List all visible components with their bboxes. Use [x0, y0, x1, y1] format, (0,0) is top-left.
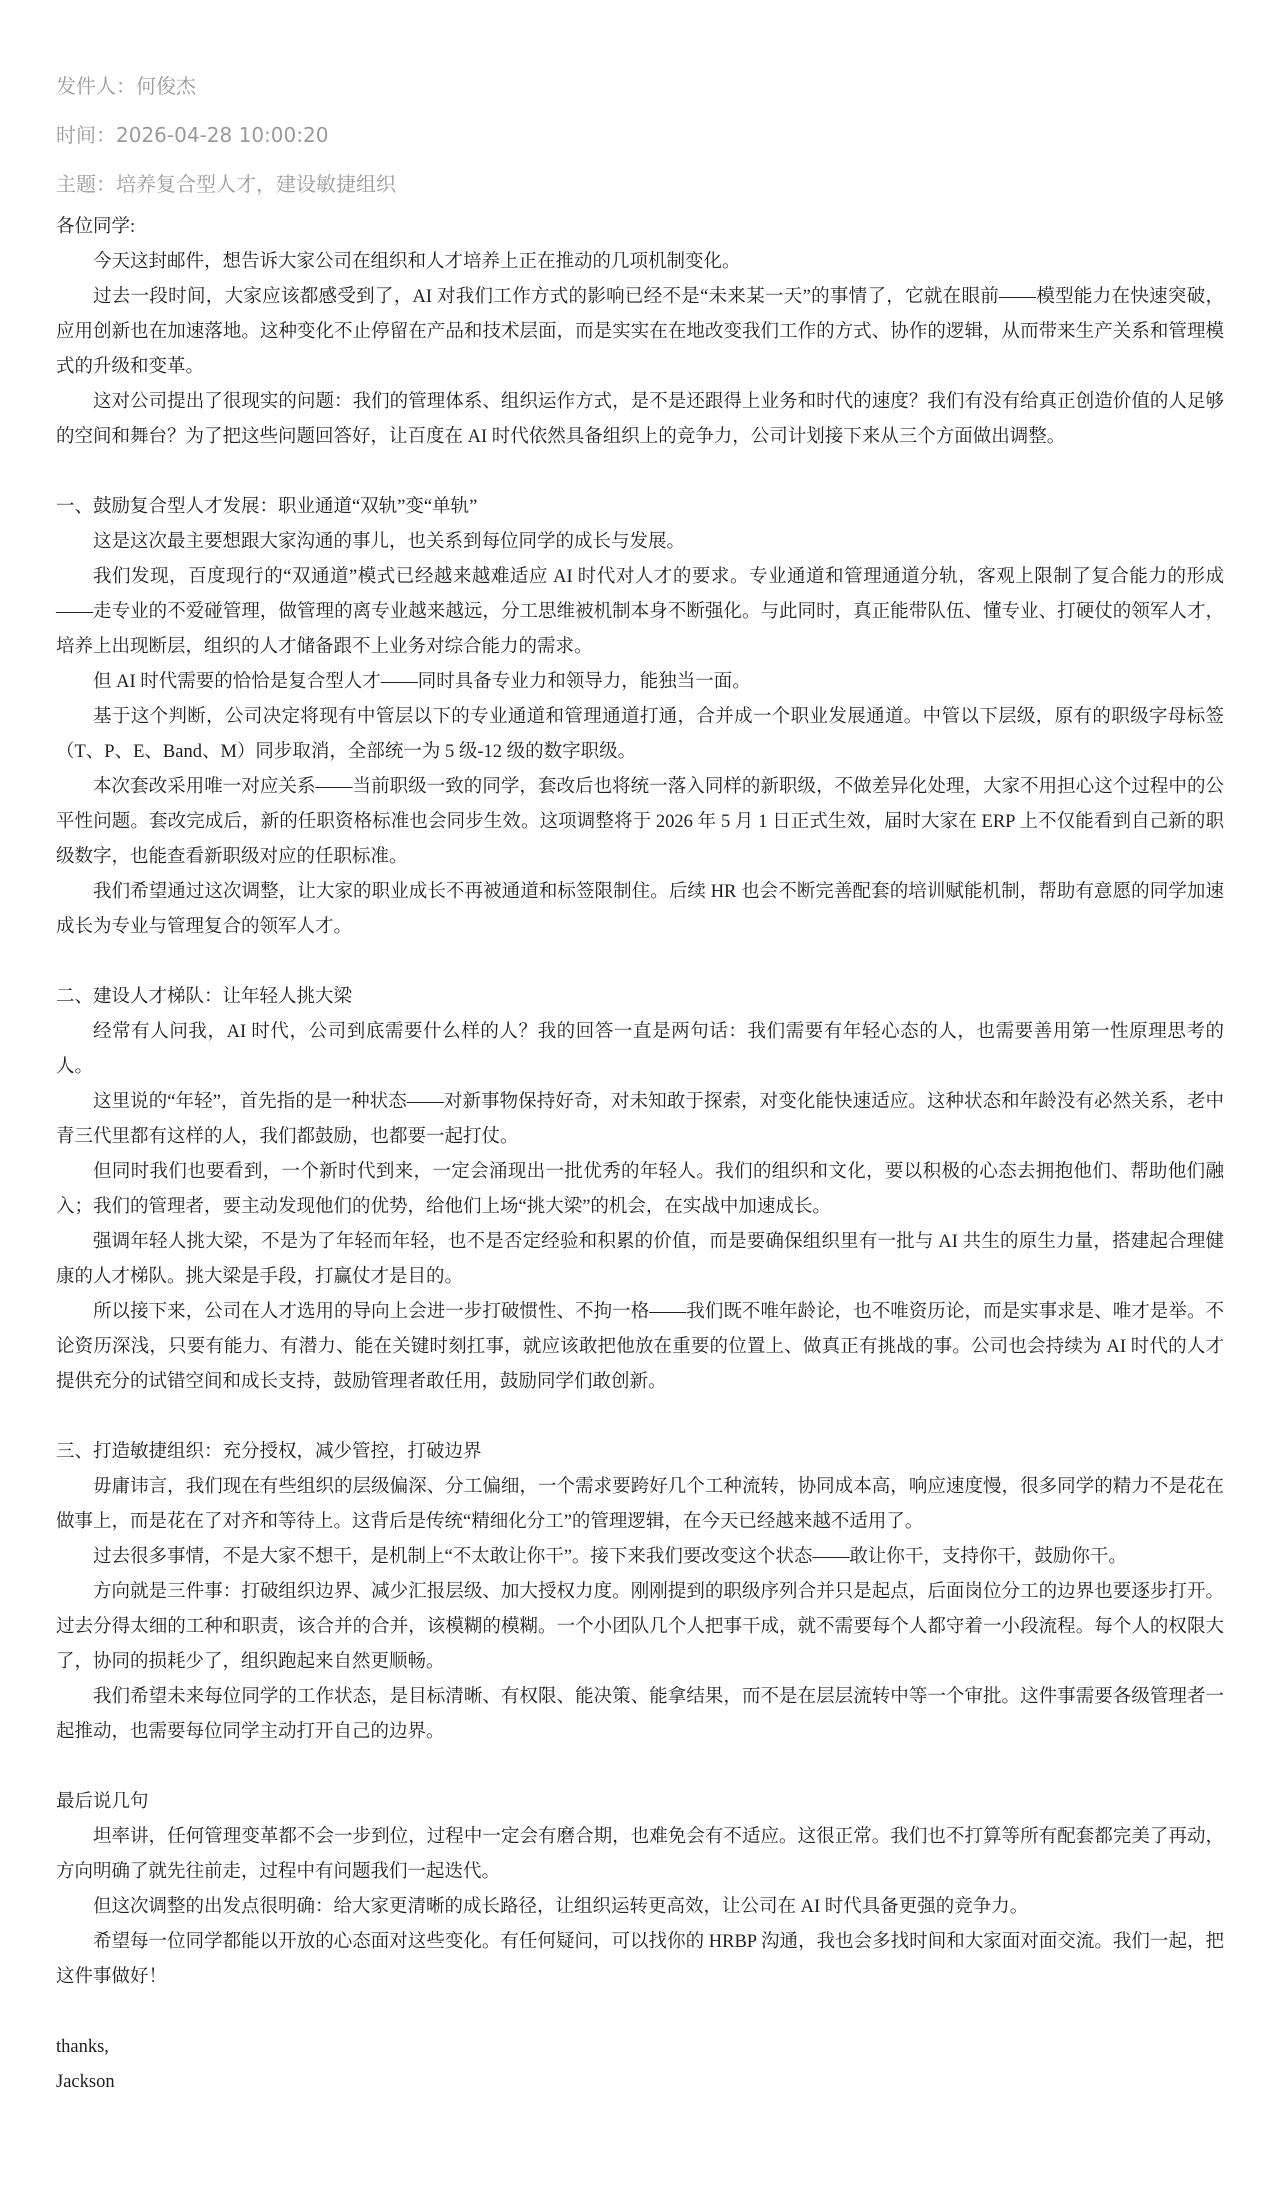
section-paragraph: 我们发现，百度现行的“双通道”模式已经越来越难适应 AI 时代对人才的要求。专业通道和管理通道分轨，客观上限制了复合能力的形成——走专业的不爱碰管理，做管理的离专业越来越远，分工思维被机制本身不断强化。与此同时，真正能带队伍、懂专业、打硬仗的领军人才，培养上出现断层，组织的人才储备跟不上业务对综合能力的需求。 — [56, 567, 1224, 657]
intro-paragraph: 这对公司提出了很现实的问题：我们的管理体系、组织运作方式，是不是还跟得上业务和时代的速度？我们有没有给真正创造价值的人足够的空间和舞台？为了把这些问题回答好，让百度在 AI 时代依然具备组织上的竞争力，公司计划接下来从三个方面做出调整。 — [56, 392, 1224, 447]
signoff-name: Jackson — [56, 2072, 115, 2092]
section — [56, 455, 1224, 945]
email-body — [56, 210, 1224, 2100]
signoff-closing: thanks, — [56, 2037, 109, 2057]
section-paragraph: 本次套改采用唯一对应关系——当前职级一致的同学，套改后也将统一落入同样的新职级，不做差异化处理，大家不用担心这个过程中的公平性问题。套改完成后，新的任职资格标准也会同步生效。这项调整将于 2026 年 5 月 1 日正式生效，届时大家在 ERP 上不仅能看到自己新的职级数字，也能查看新职级对应的任职标准。 — [56, 777, 1224, 867]
spacer — [56, 945, 1224, 980]
greeting: 各位同学: — [56, 217, 136, 237]
email-view — [56, 62, 1224, 2100]
time-line — [56, 111, 1224, 160]
section-paragraph: 这是这次最主要想跟大家沟通的事儿，也关系到每位同学的成长与发展。 — [93, 532, 686, 552]
time-label: 时间： — [56, 123, 116, 147]
section-paragraph: 经常有人问我，AI 时代，公司到底需要什么样的人？我的回答一直是两句话：我们需要有年轻心态的人，也需要善用第一性原理思考的人。 — [56, 1022, 1224, 1077]
section-paragraph: 但同时我们也要看到，一个新时代到来，一定会涌现出一批优秀的年轻人。我们的组织和文化，要以积极的心态去拥抱他们、帮助他们融入；我们的管理者，要主动发现他们的优势，给他们上场“挑大梁”的机会，在实战中加速成长。 — [56, 1162, 1224, 1217]
section-paragraph: 毋庸讳言，我们现在有些组织的层级偏深、分工偏细，一个需求要跨好几个工种流转，协同成本高，响应速度慢，很多同学的精力不是花在做事上，而是花在了对齐和等待上。这背后是传统“精细化分工”的管理逻辑，在今天已经越来越不适用了。 — [56, 1477, 1224, 1532]
section-heading: 二、建设人才梯队：让年轻人挑大梁 — [56, 987, 353, 1007]
section-heading: 最后说几句 — [56, 1792, 149, 1812]
intro — [56, 245, 1224, 455]
section-paragraph: 我们希望未来每位同学的工作状态，是目标清晰、有权限、能决策、能拿结果，而不是在层层流转中等一个审批。这件事需要各级管理者一起推动，也需要每位同学主动打开自己的边界。 — [56, 1687, 1224, 1742]
spacer — [56, 1750, 1224, 1785]
section-paragraph: 所以接下来，公司在人才选用的导向上会进一步打破惯性、不拘一格——我们既不唯年龄论，也不唯资历论，而是实事求是、唯才是举。不论资历深浅，只要有能力、有潜力、能在关键时刻扛事，就应该敢把他放在重要的位置上、做真正有挑战的事。公司也会持续为 AI 时代的人才提供充分的试错空间和成长支持，鼓励管理者敢任用，鼓励同学们敢创新。 — [56, 1302, 1224, 1392]
section-paragraph: 希望每一位同学都能以开放的心态面对这些变化。有任何疑问，可以找你的 HRBP 沟通，我也会多找时间和大家面对面交流。我们一起，把这件事做好！ — [56, 1932, 1224, 1987]
sender-line — [56, 62, 1224, 111]
email-subject: 培养复合型人才，建设敏捷组织 — [116, 172, 396, 196]
section-paragraph: 强调年轻人挑大梁，不是为了年轻而年轻，也不是否定经验和积累的价值，而是要确保组织里有一批与 AI 共生的原生力量，搭建起合理健康的人才梯队。挑大梁是手段，打赢仗才是目的。 — [56, 1232, 1224, 1287]
sender-label: 发件人： — [56, 74, 136, 98]
section-heading: 三、打造敏捷组织：充分授权，减少管控，打破边界 — [56, 1442, 482, 1462]
section-paragraph: 方向就是三件事：打破组织边界、减少汇报层级、加大授权力度。刚刚提到的职级序列合并只是起点，后面岗位分工的边界也要逐步打开。过去分得太细的工种和职责，该合并的合并，该模糊的模糊。一个小团队几个人把事干成，就不需要每个人都守着一小段流程。每个人的权限大了，协同的损耗少了，组织跑起来自然更顺畅。 — [56, 1582, 1224, 1672]
section — [56, 945, 1224, 1400]
spacer — [56, 455, 1224, 490]
sender-name: 何俊杰 — [136, 74, 196, 98]
subject-label: 主题： — [56, 172, 116, 196]
section-paragraph: 基于这个判断，公司决定将现有中管层以下的专业通道和管理通道打通，合并成一个职业发展通道。中管以下层级，原有的职级字母标签（T、P、E、Band、M）同步取消，全部统一为 5 级-12 级的数字职级。 — [56, 707, 1224, 762]
section — [56, 1750, 1224, 1995]
spacer — [56, 1995, 1224, 2030]
section-paragraph: 过去很多事情，不是大家不想干，是机制上“不太敢让你干”。接下来我们要改变这个状态——敢让你干，支持你干，鼓励你干。 — [93, 1547, 1127, 1567]
section-paragraph: 这里说的“年轻”，首先指的是一种状态——对新事物保持好奇，对未知敢于探索，对变化能快速适应。这种状态和年龄没有必然关系，老中青三代里都有这样的人，我们都鼓励，也都要一起打仗。 — [56, 1092, 1224, 1147]
intro-paragraph: 过去一段时间，大家应该都感受到了，AI 对我们工作方式的影响已经不是“未来某一天”的事情了，它就在眼前——模型能力在快速突破，应用创新也在加速落地。这种变化不止停留在产品和技术层面，而是实实在在地改变我们工作的方式、协作的逻辑，从而带来生产关系和管理模式的升级和变革。 — [56, 287, 1224, 377]
section-heading: 一、鼓励复合型人才发展：职业通道“双轨”变“单轨” — [56, 497, 478, 517]
sections — [56, 455, 1224, 1995]
section — [56, 1400, 1224, 1750]
spacer — [56, 1400, 1224, 1435]
section-paragraph: 坦率讲，任何管理变革都不会一步到位，过程中一定会有磨合期，也难免会有不适应。这很正常。我们也不打算等所有配套都完美了再动，方向明确了就先往前走，过程中有问题我们一起迭代。 — [56, 1827, 1224, 1882]
intro-paragraph: 今天这封邮件，想告诉大家公司在组织和人才培养上正在推动的几项机制变化。 — [93, 252, 741, 272]
section-paragraph: 但这次调整的出发点很明确：给大家更清晰的成长路径，让组织运转更高效，让公司在 AI 时代具备更强的竞争力。 — [93, 1897, 1029, 1917]
section-paragraph: 我们希望通过这次调整，让大家的职业成长不再被通道和标签限制住。后续 HR 也会不断完善配套的培训赋能机制，帮助有意愿的同学加速成长为专业与管理复合的领军人才。 — [56, 882, 1224, 937]
section-paragraph: 但 AI 时代需要的恰恰是复合型人才——同时具备专业力和领导力，能独当一面。 — [93, 672, 751, 692]
subject-line — [56, 160, 1224, 209]
sent-time: 2026-04-28 10:00:20 — [116, 123, 329, 147]
